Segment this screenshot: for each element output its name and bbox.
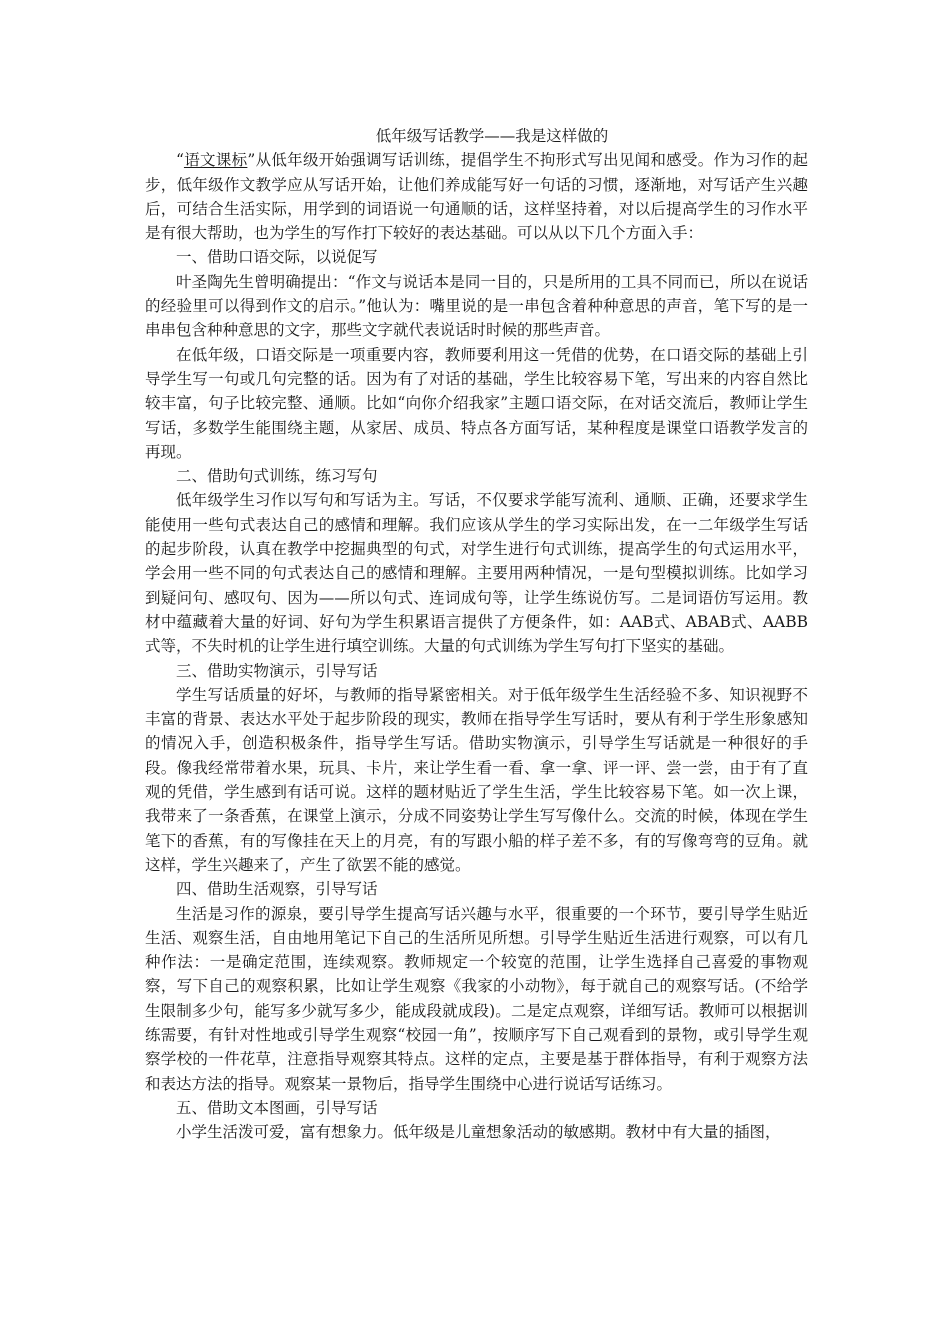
section-1-paragraph-1: 叶圣陶先生曾明确提出：“作文与说话本是同一目的，只是所用的工具不同而已，所以在说话的经验里可以得到作文的启示。”他认为：嘴里说的是一串包含着种种意思的声音，笔下写的是一串串包含种种意思的文字，那些文字就代表说话时时候的那些声音。 [145,272,808,340]
section-1-paragraph-2: 在低年级，口语交际是一项重要内容，教师要利用这一凭借的优势，在口语交际的基础上引导学生写一句或几句完整的话。因为有了对话的基础，学生比较容易下笔，写出来的内容自然比较丰富，句子比较完整、通顺。比如“向你介绍我家”主题口语交际，在对话交流后，教师让学生写话，多数学生能围绕主题，从家居、成员、特点各方面写话，某种程度是课堂口语教学发言的再现。 [145,345,808,461]
section-heading-3: 三、借助实物演示，引导写话 [176,661,378,680]
section-heading-4: 四、借助生活观察，引导写话 [176,880,378,899]
document-title: 低年级写话教学——我是这样做的 [375,127,609,145]
intro-paragraph [145,148,808,245]
intro-rest: ”从低年级开始强调写话训练，提倡学生不拘形式写出见闻和感受。作为习作的起步，低年级作文教学应从写话开始，让他们养成能写好一句话的习惯，逐渐地，对写话产生兴趣后，可结合生活实际，用学到的词语说一句通顺的话，这样坚持着，对以后提高学生的习作水平是有很大帮助，也为学生的写作打下较好的表达基础。可以从以下几个方面入手： [145,151,808,243]
intro-term-link[interactable]: 语文课标 [183,151,248,170]
section-5-paragraph-1: 小学生活泼可爱，富有想象力。低年级是儿童想象活动的敏感期。教材中有大量的插图， [176,1123,781,1142]
document-page [145,124,808,1144]
section-heading-5: 五、借助文本图画，引导写话 [176,1098,378,1117]
intro-quote-open: “ [176,151,184,170]
section-heading-2: 二、借助句式训练，练习写句 [176,467,378,486]
section-3-paragraph-1: 学生写话质量的好坏，与教师的指导紧密相关。对于低年级学生生活经验不多、知识视野不丰富的背景、表达水平处于起步阶段的现实，教师在指导学生写话时，要从有利于学生形象感知的情况入手，创造积极条件，指导学生写话。借助实物演示，引导学生写话就是一种很好的手段。像我经常带着水果，玩具、卡片，来让学生看一看、拿一拿、评一评、尝一尝，由于有了直观的凭借，学生感到有话可说。这样的题材贴近了学生生活，学生比较容易下笔。如一次上课，我带来了一条香蕉，在课堂上演示，分成不同姿势让学生写写像什么。交流的时候，体现在学生笔下的香蕉，有的写像挂在天上的月亮，有的写跟小船的样子差不多，有的写像弯弯的豆角。就这样，学生兴趣来了，产生了欲罢不能的感觉。 [145,685,808,874]
section-2-paragraph-1: 低年级学生习作以写句和写话为主。写话，不仅要求学能写流利、通顺、正确，还要求学生能使用一些句式表达自己的感情和理解。我们应该从学生的学习实际出发，在一二年级学生写话的起步阶段，认真在教学中挖掘典型的句式，对学生进行句式训练，提高学生的句式运用水平，学会用一些不同的句式表达自己的感情和理解。主要用两种情况，一是句型模拟训练。比如学习到疑问句、感叹句、因为——所以句式、连词成句等，让学生练说仿写。二是词语仿写运用。教材中蕴藏着大量的好词、好句为学生积累语言提供了方便条件，如：AAB式、ABAB式、AABB式等，不失时机的让学生进行填空训练。大量的句式训练为学生写句打下坚实的基础。 [145,491,808,656]
section-4-paragraph-1: 生活是习作的源泉，要引导学生提高写话兴趣与水平，很重要的一个环节，要引导学生贴近生活、观察生活，自由地用笔记下自己的生活所见所想。引导学生贴近生活进行观察，可以有几种作法：一是确定范围，连续观察。教师规定一个较宽的范围，让学生选择自己喜爱的事物观察，写下自己的观察积累，比如让学生观察《我家的小动物》，每于就自己的观察写话。(不给学生限制多少句，能写多少就写多少，能成段就成段)。二是定点观察，详细写话。教师可以根据训练需要，有针对性地或引导学生观察“校园一角”，按顺序写下自己观看到的景物，或引导学生观察学校的一件花草，注意指导观察其特点。这样的定点，主要是基于群体指导，有利于观察方法和表达方法的指导。观察某一景物后，指导学生围绕中心进行说话写话练习。 [145,904,808,1093]
section-heading-1: 一、借助口语交际，以说促写 [176,248,378,267]
